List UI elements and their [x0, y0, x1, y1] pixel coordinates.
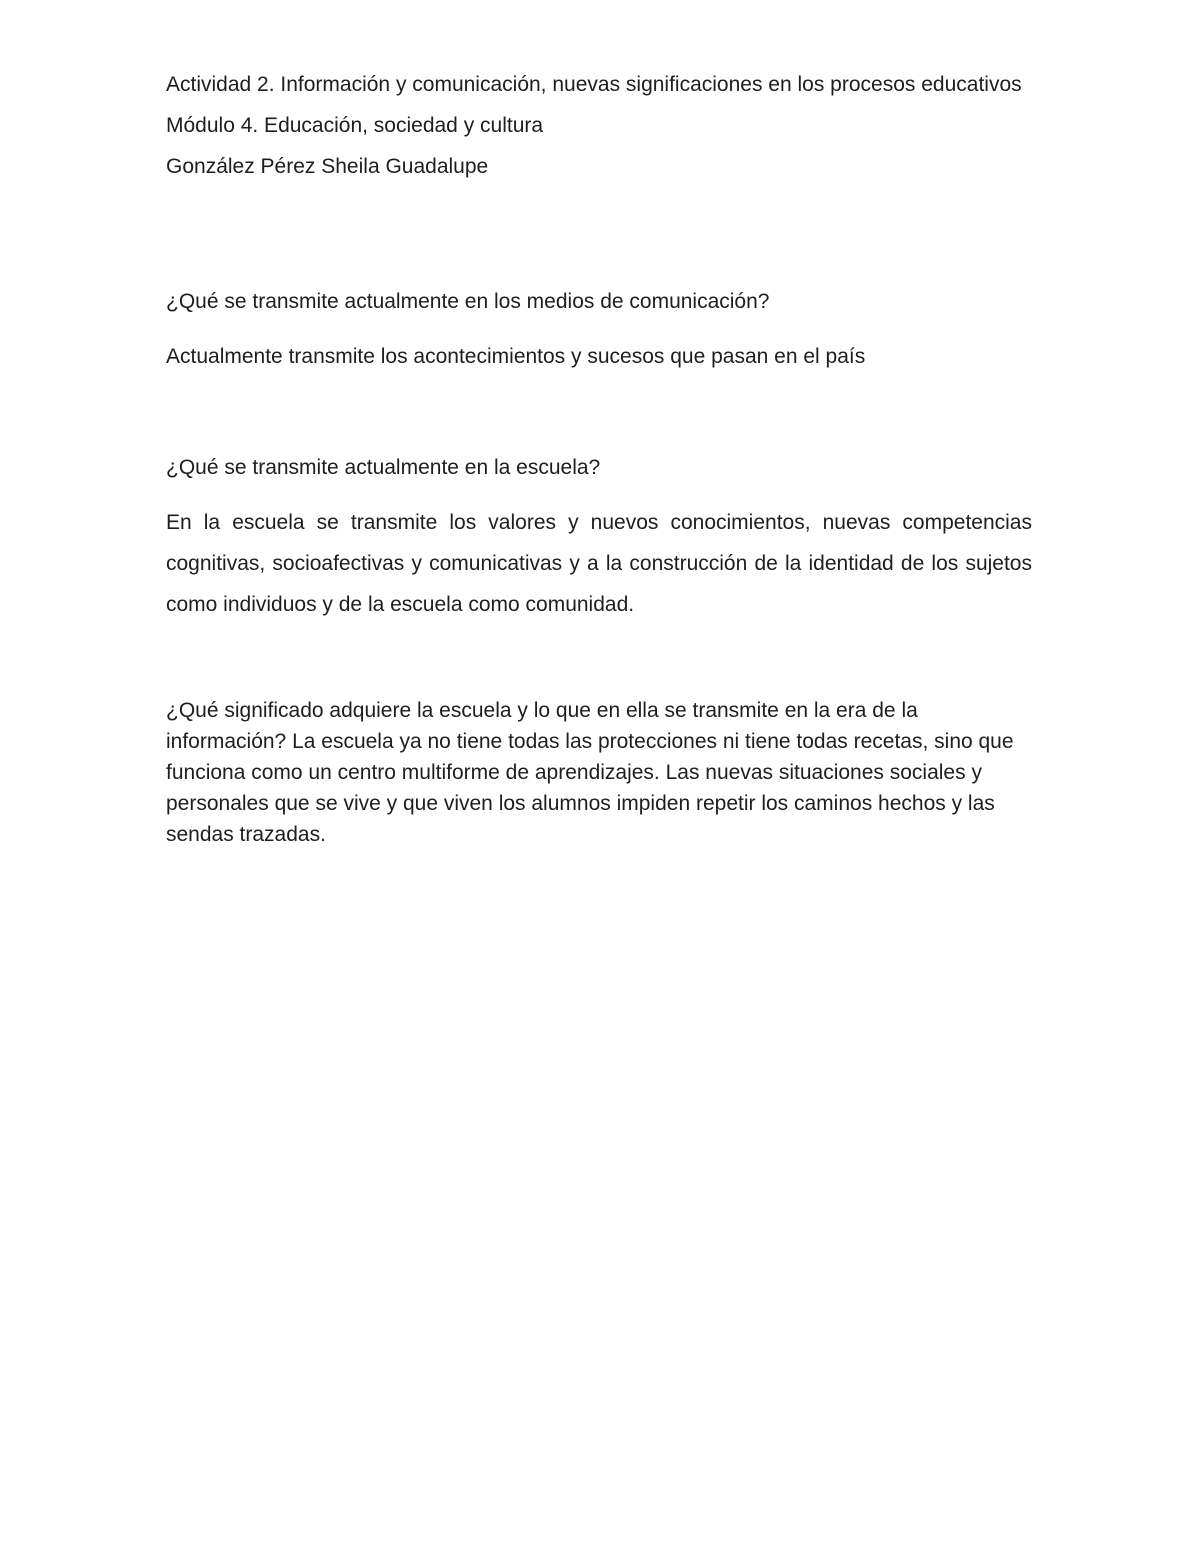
spacer	[166, 377, 1032, 447]
answer-media: Actualmente transmite los acontecimientos y sucesos que pasan en el país	[166, 345, 866, 368]
activity-title: Actividad 2. Información y comunicación, nuevas significaciones en los procesos educativos	[166, 73, 1022, 96]
module-title: Módulo 4. Educación, sociedad y cultura	[166, 114, 544, 137]
author-name: González Pérez Sheila Guadalupe	[166, 155, 489, 178]
answer-school: En la escuela se transmite los valores y nuevos conocimientos, nuevas competencias cognitivas, socioafectivas y comunicativas y a la construcción de la identidad de los sujetos como individuos y de la escuela como comunidad.	[166, 511, 1032, 616]
question-media: ¿Qué se transmite actualmente en los medios de comunicación?	[166, 290, 770, 313]
spacer	[166, 187, 1032, 281]
document-body	[166, 64, 1032, 850]
final-question-block	[166, 695, 1032, 850]
spacer	[166, 625, 1032, 695]
question-information-era: ¿Qué significado adquiere la escuela y lo que en ella se transmite en la era de la información?	[166, 699, 918, 753]
question-school: ¿Qué se transmite actualmente en la escuela?	[166, 456, 601, 479]
answer-information-era: La escuela ya no tiene todas las protecciones ni tiene todas recetas, sino que funciona como un centro multiforme de aprendizajes. Las nuevas situaciones sociales y personales que se vive y que viven los alumnos impiden repetir los caminos hechos y las sendas trazadas.	[166, 730, 1014, 846]
